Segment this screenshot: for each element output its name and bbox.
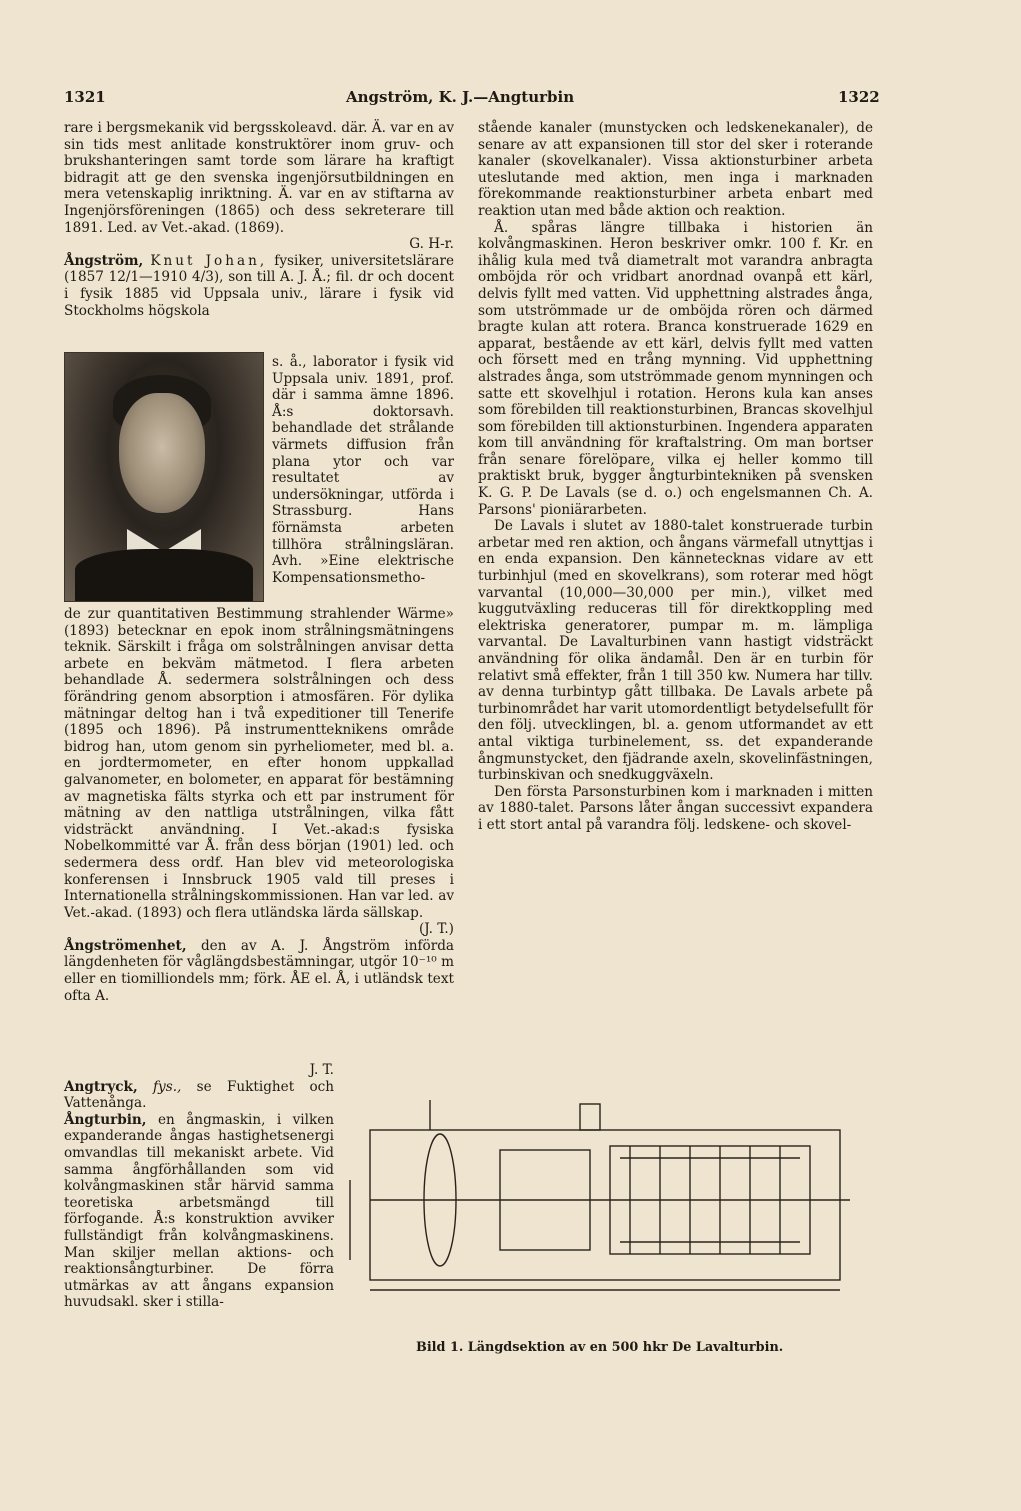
entry-text: en ångmaskin, i vilken expanderande ångas hastighetsenergi omvandlas till mekaniskt arbete. Vid samma ångförhållanden som vid kolvångmaskinen står härvid samma teoretiska arbetsmängd till förfogande. Å:s konstruktion avviker fullständigt från kolvångmaskinens. Man skiljer mellan aktions- och reaktionsångturbiner. De förra utmärkas av att ångans expansion huvudsakl. sker i stilla- [64,1111,335,1311]
entry-angtryck [64,1079,334,1112]
left-column-top [64,120,454,319]
entry-angturbin [64,1112,334,1311]
page-number-right: 1322 [838,88,880,106]
entry-text: den av A. J. Ångström införda längdenheten för våglängdsbestämningar, utgör 10⁻¹⁰ m eller en tiomilliondels mm; förk. ÅE el. Å, i utländsk text ofta A. [64,937,454,1004]
entry-text: stående kanaler (munstycken och ledskenekanaler), de senare av att expansionen till stor del sker i roterande kanaler (skovelkanaler). Vissa aktionsturbiner arbeta uteslutande med aktion, men inga i marknaden förekommande reaktionsturbiner arbeta enbart med reaktion utan med både aktion och reaktion. [478,120,873,219]
turbin-housing [370,1130,840,1280]
entry-angstrom-kj [64,253,454,319]
entry-text: Å. spåras längre tillbaka i historien än kolvångmaskinen. Heron beskriver omkr. 100 f. Kr. en ihålig kula med två diametralt mot varandra anbragta omböjda rör och vridbart anordnad ovanpå ett kärl, delvis fyllt med vatten. Vid upphettning alstrades ånga, som utströmmade ur de omböjda rören och därmed bragte kulan att rotera. Branca konstruerade 1629 en apparat, bestående av ett kärl, delvis fyllt med vatten och försett med en trång mynning. Vid upphettning alstrades ånga, som utströmmade genom mynningen och satte ett skovelhjul i rotation. Herons kula kan anses som förebilden till reaktionsturbinen, Brancas skovelhjul som förebilden till aktionsturbinen. Ingendera apparaten kom till användning för kraftalstring. Om man bortser från senare förelöpare, vilka ej heller kommo till praktiskt bruk, bygger ångturbintekniken på svensken K. G. P. De Lavals (se d. o.) och engelsmannen Ch. A. Parsons' pioniärarbeten. [478,219,873,518]
signature: G. H-r. [409,236,454,253]
portrait-face [119,393,205,513]
entry-text: de zur quantitativen Bestimmung strahlender Wärme» (1893) betecknar en epok inom strålningsmätningens teknik. Särskilt i fråga om solstrålningen anvisar detta arbete en bekväm mätmetod. I flera arbeten behandlade Å. sedermera solstrålningen och dess förändring genom absorption i atmosfären. För dylika mätningar deltog han i två expeditioner till Tenerife (1895 och 1896). På instrumentteknikens område bidrog han, utom genom sin pyrheliometer, med bl. a. en jordtermometer, en efter honom uppkallad galvanometer, en bolometer, en apparat för bestämning av magnetiska fälts styrka och ett par instrument för mätning av den nattliga utstrålningen, vilka fått vidsträckt användning. I Vet.-akad:s fysiska Nobelkommitté var Å. från dess början (1901) led. och sedermera dess ordf. Han blev vid meteorologiska konferensen i Innsbruck 1905 vald till preses i Internationella strålningskommissionen. Han var led. av Vet.-akad. (1893) och flera utländska lärda sällskap. [64,606,454,921]
entry-headword: Ångturbin, [64,1111,147,1128]
left-column-bottom [64,1062,334,1311]
figure-caption: Bild 1. Längdsektion av en 500 hkr De Lavalturbin. [416,1340,784,1355]
entry-abbreviation: fys., [153,1078,182,1095]
running-title: Angström, K. J.—Angturbin [346,88,575,106]
portrait-coat [75,549,253,601]
entry-name: Knut Johan, [150,252,268,269]
entry-text: se Fuktighet och Vattenånga. [64,1078,335,1112]
portrait-photo [64,352,264,602]
entry-text: Den första Parsonsturbinen kom i marknaden i mitten av 1880-talet. Parsons låter ångan successivt expandera i ett stort antal på varandra följ. ledskene- och skovel- [478,783,873,833]
entry-angstromenhet [64,938,454,1004]
entry-text: s. å., laborator i fysik vid Uppsala univ. 1891, prof. där i samma ämne 1896. Å:s doktorsavh. behandlade det strålande värmets diffusion från plana ytor och var resultatet av undersökningar, utförda i Strassburg. Hans förnämsta arbeten tillhöra strålningsläran. Avh. »Eine elektrische Kompensationsmetho- [272,354,454,586]
entry-headword: Ångström, [64,252,144,269]
signature: (J. T.) [418,921,454,938]
entry-text: fysiker, universitetslärare (1857 12/1—1910 4/3), son till A. J. Å.; fil. dr och docent i fysik 1885 vid Uppsala univ., lärare i fysik vid Stockholms högskola [64,252,454,319]
left-column-middle [64,606,454,1004]
turbin-section-drawing [330,1090,890,1322]
right-column [478,120,873,834]
entry-headword: Ångströmenhet, [64,937,187,954]
signature: J. T. [309,1062,334,1078]
entry-text: De Lavals i slutet av 1880-talet konstruerade turbin arbetar med ren aktion, och ångans värmefall utnyttjas i en enda expansion. Den kännetecknas vidare av ett turbinhjul (med en skovelkrans), som roterar med högt varvantal (10,000—30,000 per min.), vilket med kuggutväxling reduceras till för direktkoppling med elektriska generatorer, pumpar m. m. lämpliga varvantal. De Lavalturbinen vann hastigt vidsträckt användning för olika ändamål. Den är en turbin för relativt små effekter, från 1 till 350 kw. Numera har tillv. av denna turbintyp gått tillbaka. De Lavals arbete på turbinområdet har varit utomordentligt betydelsefullt för den följ. utvecklingen, bl. a. genom utformandet av ett antal viktiga turbinelement, ss. det expanderande ångmunstycket, den fjädrande axeln, skovelinfästningen, turbinskivan och snedkuggväxeln. [478,518,873,784]
page-number-left: 1321 [64,88,106,106]
entry-headword: Angtryck, [64,1078,138,1095]
portrait-side-text [272,354,454,586]
entry-text: rare i bergsmekanik vid bergsskoleavd. där. Ä. var en av sin tids mest anlitade konstruktörer inom gruv- och brukshanteringen samt torde som lärare ha kraftigt bidragit att ge den svenska ingenjörsutbildningen en mera vetenskaplig inriktning. Ä. var en av stiftarna av Ingenjörsföreningen (1865) och dess sekreterare till 1891. Led. av Vet.-akad. (1869). [64,120,454,236]
